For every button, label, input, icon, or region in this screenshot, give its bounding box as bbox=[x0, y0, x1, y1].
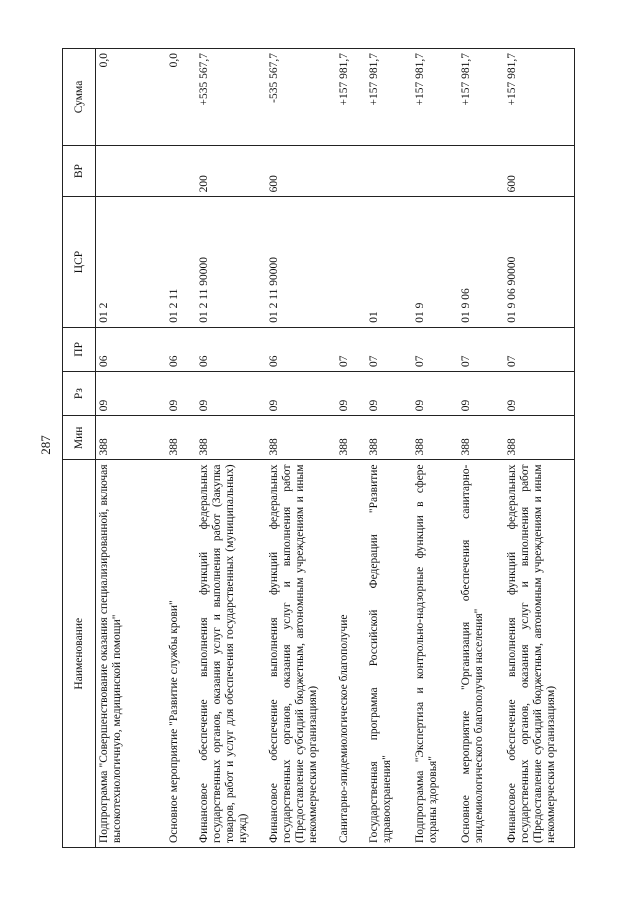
row-name: Финансовое обеспечение выполнения функций федеральных государственных органов, оказания услуг и выполнения работ (Предоставление субсидий бюджетным, автономным учреждениям и иным некоммерческим организациям) bbox=[266, 460, 336, 848]
header-csr: ЦСР bbox=[63, 197, 96, 327]
row-rz: 09 bbox=[366, 371, 412, 415]
table-row bbox=[166, 49, 196, 848]
table-row bbox=[336, 49, 366, 848]
row-pr: 06 bbox=[196, 327, 266, 371]
table-header bbox=[63, 49, 96, 848]
header-name: Наименование bbox=[63, 460, 96, 848]
row-vr bbox=[458, 145, 504, 196]
row-rz: 09 bbox=[196, 371, 266, 415]
row-sum: 0,0 bbox=[96, 49, 167, 146]
row-name: Финансовое обеспечение выполнения функций федеральных государственных органов, оказания услуг и выполнения работ (Предоставление субсидий бюджетным, автономным учреждениям и иным некоммерческим организациям) bbox=[504, 460, 575, 848]
row-min: 388 bbox=[166, 416, 196, 460]
row-vr: 600 bbox=[266, 145, 336, 196]
row-min: 388 bbox=[196, 416, 266, 460]
row-csr: 01 2 11 90000 bbox=[266, 197, 336, 327]
row-name: Основное мероприятие "Организация обеспечения санитарно-эпидемиологического благополучия населения" bbox=[458, 460, 504, 848]
row-csr: 01 9 06 90000 bbox=[504, 197, 575, 327]
row-vr: 200 bbox=[196, 145, 266, 196]
row-pr: 07 bbox=[336, 327, 366, 371]
budget-table bbox=[62, 48, 575, 848]
row-vr: 600 bbox=[504, 145, 575, 196]
row-vr bbox=[412, 145, 458, 196]
row-sum: +157 981,7 bbox=[366, 49, 412, 146]
row-name: Подпрограмма "Совершенствование оказания специализированной, включая высокотехнологичную, медицинской помощи" bbox=[96, 460, 167, 848]
row-rz: 09 bbox=[166, 371, 196, 415]
table-row bbox=[504, 49, 575, 848]
row-rz: 09 bbox=[266, 371, 336, 415]
row-sum: +157 981,7 bbox=[504, 49, 575, 146]
row-name: Государственная программа Российской Федерации "Развитие здравоохранения" bbox=[366, 460, 412, 848]
table-row bbox=[458, 49, 504, 848]
header-row bbox=[63, 49, 96, 848]
row-pr: 06 bbox=[96, 327, 167, 371]
row-csr bbox=[336, 197, 366, 327]
row-pr: 07 bbox=[458, 327, 504, 371]
row-rz: 09 bbox=[336, 371, 366, 415]
row-csr: 01 9 bbox=[412, 197, 458, 327]
row-vr bbox=[336, 145, 366, 196]
table-row bbox=[96, 49, 167, 848]
row-pr: 07 bbox=[412, 327, 458, 371]
table-row bbox=[412, 49, 458, 848]
row-rz: 09 bbox=[412, 371, 458, 415]
row-min: 388 bbox=[458, 416, 504, 460]
row-sum: +535 567,7 bbox=[196, 49, 266, 146]
rotated-page-content bbox=[62, 48, 588, 848]
row-sum: +157 981,7 bbox=[336, 49, 366, 146]
row-vr bbox=[96, 145, 167, 196]
row-min: 388 bbox=[412, 416, 458, 460]
row-pr: 06 bbox=[266, 327, 336, 371]
row-csr: 01 9 06 bbox=[458, 197, 504, 327]
table-body bbox=[96, 49, 575, 848]
row-name: Финансовое обеспечение выполнения функций федеральных государственных органов, оказания услуг и выполнения работ (Закупка товаров, работ и услуг для обеспечения государственных (муниципальных) нужд) bbox=[196, 460, 266, 848]
row-rz: 09 bbox=[458, 371, 504, 415]
table-row bbox=[196, 49, 266, 848]
row-csr: 01 bbox=[366, 197, 412, 327]
row-min: 388 bbox=[504, 416, 575, 460]
row-min: 388 bbox=[96, 416, 167, 460]
header-min: Мин bbox=[63, 416, 96, 460]
table-row bbox=[366, 49, 412, 848]
row-rz: 09 bbox=[96, 371, 167, 415]
row-name: Санитарно-эпидемиологическое благополучие bbox=[336, 460, 366, 848]
row-sum: 0,0 bbox=[166, 49, 196, 146]
table-row bbox=[266, 49, 336, 848]
row-pr: 06 bbox=[166, 327, 196, 371]
row-pr: 07 bbox=[504, 327, 575, 371]
row-csr: 01 2 11 90000 bbox=[196, 197, 266, 327]
header-pr: ПР bbox=[63, 327, 96, 371]
page-number: 287 bbox=[38, 435, 53, 455]
row-min: 388 bbox=[336, 416, 366, 460]
row-name: Основное мероприятие "Развитие службы крови" bbox=[166, 460, 196, 848]
row-min: 388 bbox=[266, 416, 336, 460]
header-rz: Рз bbox=[63, 371, 96, 415]
header-sum: Сумма bbox=[63, 49, 96, 146]
row-vr bbox=[366, 145, 412, 196]
row-min: 388 bbox=[366, 416, 412, 460]
row-sum: +157 981,7 bbox=[458, 49, 504, 146]
row-csr: 01 2 11 bbox=[166, 197, 196, 327]
row-sum: +157 981,7 bbox=[412, 49, 458, 146]
row-sum: -535 567,7 bbox=[266, 49, 336, 146]
row-pr: 07 bbox=[366, 327, 412, 371]
row-name: Подпрограмма "Экспертиза и контрольно-надзорные функции в сфере охраны здоровья" bbox=[412, 460, 458, 848]
row-rz: 09 bbox=[504, 371, 575, 415]
row-vr bbox=[166, 145, 196, 196]
header-vr: ВР bbox=[63, 145, 96, 196]
row-csr: 01 2 bbox=[96, 197, 167, 327]
